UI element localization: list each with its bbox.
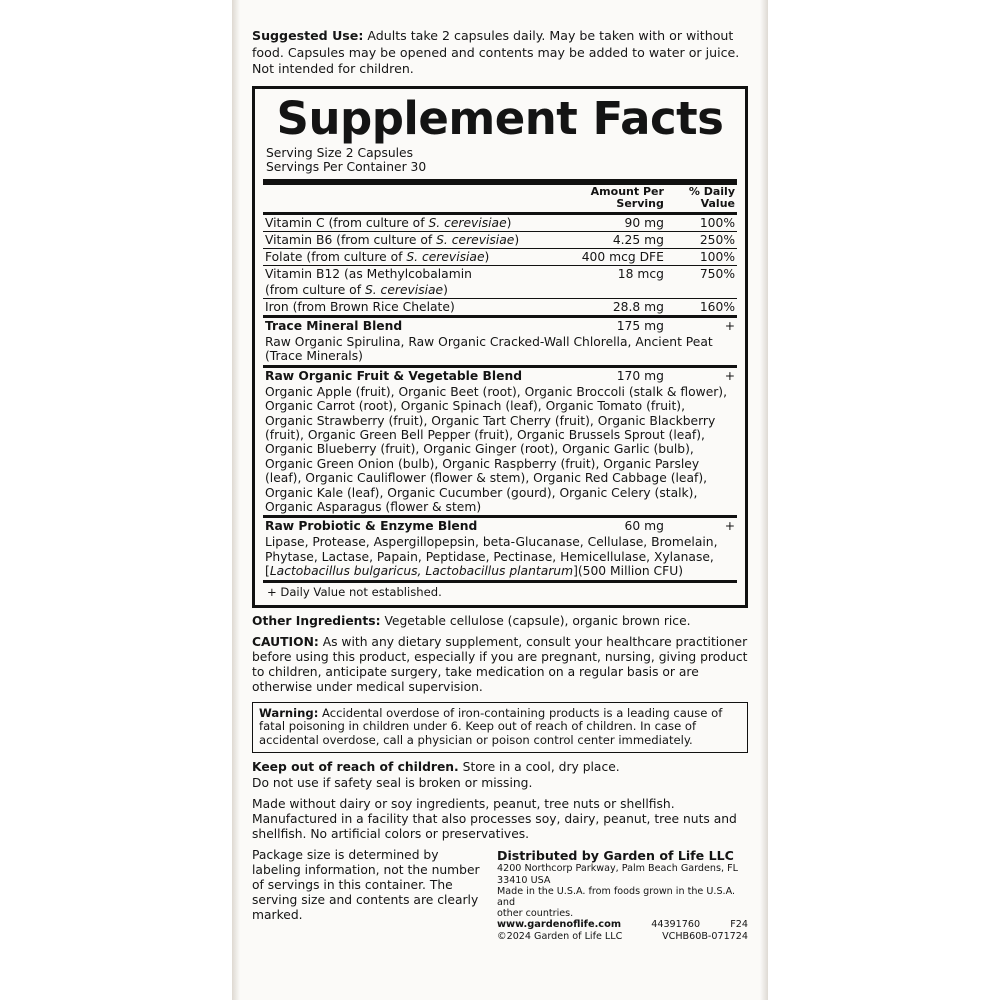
other-ingredients-label: Other Ingredients: (252, 613, 381, 628)
caution-label: CAUTION: (252, 634, 319, 649)
table-row (263, 213, 737, 231)
distributor-address: 4200 Northcorp Parkway, Palm Beach Gardens, FL 33410 USA (497, 863, 738, 886)
safety-seal-text: Do not use if safety seal is broken or missing. (252, 775, 533, 790)
website-link[interactable]: www.gardenoflife.com (497, 919, 622, 931)
supplement-facts-inner (255, 146, 745, 605)
table-row (263, 517, 737, 535)
header-spacer (263, 182, 562, 214)
table-row (263, 248, 737, 265)
other-ingredients-text: Vegetable cellulose (capsule), organic brown rice. (380, 613, 691, 628)
nutrient-dv: 750% (666, 265, 737, 282)
panel-left-edge (232, 0, 240, 1000)
keep-out-text: Store in a cool, dry place. (458, 760, 620, 775)
blend-dv: + (666, 517, 737, 535)
suggested-use-text: Adults take 2 capsules daily. May be taken with or without food. Capsules may be opened and contents may be added to water or juice. Not intended for children. (252, 28, 740, 77)
website-and-code-row (497, 919, 748, 931)
daily-value-footnote: + Daily Value not established. (263, 580, 737, 601)
product-code-3: VCHB60B-071724 (662, 931, 748, 943)
blend-name: Raw Probiotic & Enzyme Blend (263, 517, 562, 535)
nutrient-dv: 250% (666, 231, 737, 248)
supplement-facts-table (263, 179, 737, 580)
nutrient-dv: 160% (666, 298, 737, 316)
label-footer-text (252, 614, 748, 943)
nutrient-name-cont: (from culture of S. cerevisiae) (265, 282, 448, 297)
nutrient-dv: 100% (666, 248, 737, 265)
nutrient-name: Folate (from culture of S. cerevisiae) (263, 248, 562, 265)
nutrient-dv-cont (666, 282, 737, 299)
product-code-2: F24 (730, 919, 748, 931)
allergen-line-1: Made without dairy or soy ingredients, peanut, tree nuts or shellfish. (252, 796, 675, 811)
caution-block (252, 635, 748, 696)
warning-text: Accidental overdose of iron-containing products is a leading cause of fatal poisoning in children under 6. Keep out of reach of children. In case of accidental overdose, call a physician or poison control center immediately. (259, 705, 723, 747)
nutrient-amount: 4.25 mg (562, 231, 666, 248)
table-row (263, 534, 737, 579)
label-content (252, 28, 748, 943)
other-ingredients-block (252, 614, 748, 629)
table-row (263, 316, 737, 334)
blend-amount: 170 mg (562, 366, 666, 384)
blend-dv: + (666, 366, 737, 384)
panel-right-edge (760, 0, 768, 1000)
allergen-line-2: Manufactured in a facility that also processes soy, dairy, peanut, tree nuts and shellfish. No artificial colors or preservatives. (252, 812, 737, 842)
origin-line-1: Made in the U.S.A. from foods grown in the U.S.A. and (497, 885, 736, 909)
table-row (263, 366, 737, 384)
distributor-block (497, 848, 748, 942)
header-amount (562, 182, 666, 214)
table-row (263, 265, 737, 282)
keep-out-label: Keep out of reach of children. (252, 760, 459, 775)
warning-box (252, 702, 748, 754)
nutrient-name: Vitamin B12 (as Methylcobalamin (263, 265, 562, 282)
caution-text: As with any dietary supplement, consult your healthcare practitioner before using this product, especially if you are pregnant, nursing, giving product to children, anticipate surgery, take medication on a regular basis or are otherwise under medical supervision. (252, 634, 748, 695)
blend-name: Trace Mineral Blend (263, 316, 562, 334)
blend-description: Lipase, Protease, Aspergillopepsin, beta-Glucanase, Cellulase, Bromelain, Phytase, Lactase, Papain, Peptidase, Pectinase, Hemicellulase, Xylanase, [Lactobacillus bulgaricus, Lactobacillus plantarum](500 Million CFU) (265, 535, 718, 579)
header-daily-value (666, 182, 737, 214)
blend-amount: 60 mg (562, 517, 666, 535)
nutrient-amount: 28.8 mg (562, 298, 666, 316)
table-header-row (263, 182, 737, 214)
keep-out-block (252, 760, 748, 775)
header-dv-line2: Value (700, 197, 735, 211)
warning-label: Warning: (259, 705, 319, 720)
nutrient-amount: 18 mcg (562, 265, 666, 282)
distributor-name: Distributed by Garden of Life LLC (497, 848, 734, 864)
blend-amount: 175 mg (562, 316, 666, 334)
origin-line-2: other countries. (497, 908, 574, 920)
nutrient-dv: 100% (666, 213, 737, 231)
supplement-facts-title: Supplement Facts (276, 91, 724, 145)
table-row (263, 231, 737, 248)
serving-info (263, 146, 737, 179)
nutrient-amount-cont (562, 282, 666, 299)
table-row (263, 282, 737, 299)
copyright-text: ©2024 Garden of Life LLC (497, 931, 623, 943)
nutrient-name: Vitamin C (from culture of S. cerevisiae) (263, 213, 562, 231)
table-row (263, 334, 737, 366)
nutrient-name: Vitamin B6 (from culture of S. cerevisiae) (263, 231, 562, 248)
nutrient-amount: 90 mg (562, 213, 666, 231)
table-row (263, 384, 737, 517)
package-note: Package size is determined by labeling information, not the number of servings in this container. The serving size and contents are clearly marked. (252, 848, 480, 923)
footer-columns (252, 848, 748, 942)
suggested-use-block (252, 28, 748, 78)
nutrient-amount: 400 mcg DFE (562, 248, 666, 265)
blend-name: Raw Organic Fruit & Vegetable Blend (263, 366, 562, 384)
header-dv-line1: % Daily (688, 184, 735, 198)
blend-dv: + (666, 316, 737, 334)
copyright-and-code-row (497, 931, 748, 943)
suggested-use-label: Suggested Use: (252, 28, 364, 43)
header-amount-line2: Serving (616, 197, 664, 211)
servings-per-container: Servings Per Container 30 (266, 160, 427, 175)
blend-description: Organic Apple (fruit), Organic Beet (root), Organic Broccoli (stalk & flower), Organic Carrot (root), Organic Spinach (leaf), Organic Tomato (fruit), Organic Strawberry (fruit), Organic Tart Cherry (fruit), Organic Blackberry (fruit), Organic Green Bell Pepper (fruit), Organic Brussels Sprout (leaf), Organic Blueberry (fruit), Organic Ginger (root), Organic Garlic (bulb), Organic Green Onion (bulb), Organic Raspberry (fruit), Organic Parsley (leaf), Organic Cauliflower (flower & stem), Organic Red Cabbage (leaf), Organic Kale (leaf), Organic Cucumber (gourd), Organic Celery (stalk), Organic Asparagus (flower & stem) (265, 384, 728, 515)
product-code-1: 44391760 (651, 919, 701, 931)
table-row (263, 298, 737, 316)
nutrient-name: Iron (from Brown Rice Chelate) (263, 298, 562, 316)
supplement-facts-box (252, 86, 748, 608)
serving-size: Serving Size 2 Capsules (266, 145, 414, 160)
blend-description: Raw Organic Spirulina, Raw Organic Cracked-Wall Chlorella, Ancient Peat (Trace Minerals) (265, 334, 713, 364)
header-amount-line1: Amount Per (590, 184, 664, 198)
